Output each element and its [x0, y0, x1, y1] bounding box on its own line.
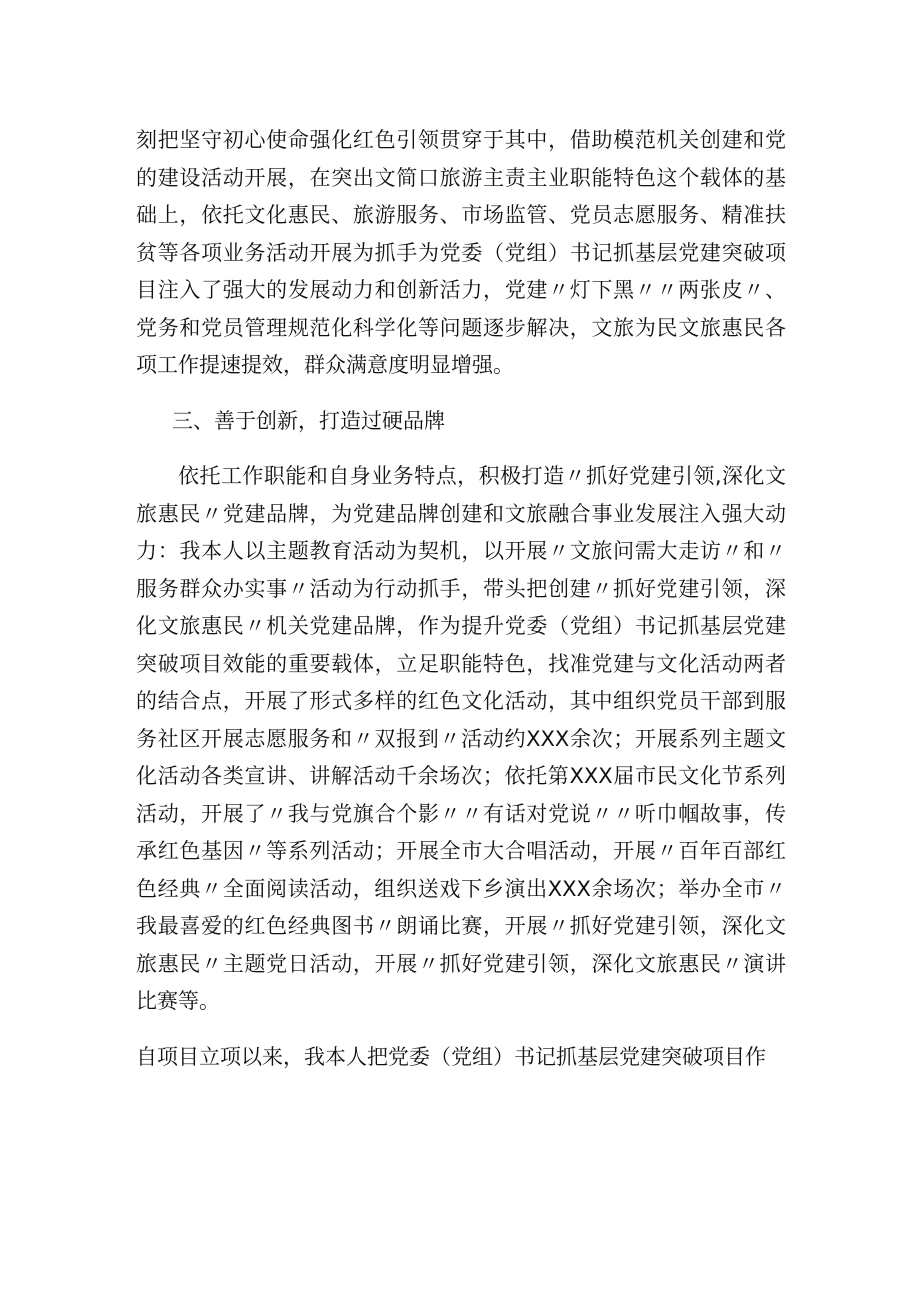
paragraph-brand-building: 依托工作职能和自身业务特点，积极打造〃抓好党建引领,深化文旅惠民〃党建品牌，为党建品牌创建和文旅融合事业发展注入强大动力：我本人以主题教育活动为契机，以开展〃文旅问需大走访〃和〃服务群众办实事〃活动为行动抓手，带头把创建〃抓好党建引领，深化文旅惠民〃机关党建品牌，作为提升党委（党组）书记抓基层党建突破项目效能的重要载体，立足职能特色，找准党建与文化活动两者的结合点，开展了形式多样的红色文化活动，其中组织党员干部到服务社区开展志愿服务和〃双报到〃活动约XXX余次；开展系列主题文化活动各类宣讲、讲解活动千余场次；依托第XXX届市民文化节系列活动，开展了〃我与党旗合个影〃〃有话对党说〃〃听巾帼故事，传承红色基因〃等系列活动；开展全市大合唱活动，开展〃百年百部红色经典〃全面阅读活动，组织送戏下乡演出XXX余场次；举办全市〃我最喜爱的红色经典图书〃朗诵比赛，开展〃抓好党建引领，深化文旅惠民〃主题党日活动，开展〃抓好党建引领，深化文旅惠民〃演讲比赛等。 [136, 464, 786, 1013]
section-heading: 三、善于创新，打造过硬品牌 [172, 408, 445, 433]
paragraph-project-start: 自项目立项以来，我本人把党委（党组）书记抓基层党建突破项目作 [136, 1044, 766, 1069]
paragraph-continuation: 刻把坚守初心使命强化红色引领贯穿于其中，借助模范机关创建和党的建设活动开展，在突出文简口旅游主责主业职能特色这个载体的基础上，依托文化惠民、旅游服务、市场监管、党员志愿服务、精准扶贫等各项业务活动开展为抓手为党委（党组）书记抓基层党建突破项目注入了强大的发展动力和创新活力，党建〃灯下黑〃〃两张皮〃、党务和党员管理规范化科学化等问题逐步解决，文旅为民文旅惠民各项工作提速提效，群众满意度明显增强。 [136, 128, 786, 377]
document-body [136, 122, 786, 1076]
